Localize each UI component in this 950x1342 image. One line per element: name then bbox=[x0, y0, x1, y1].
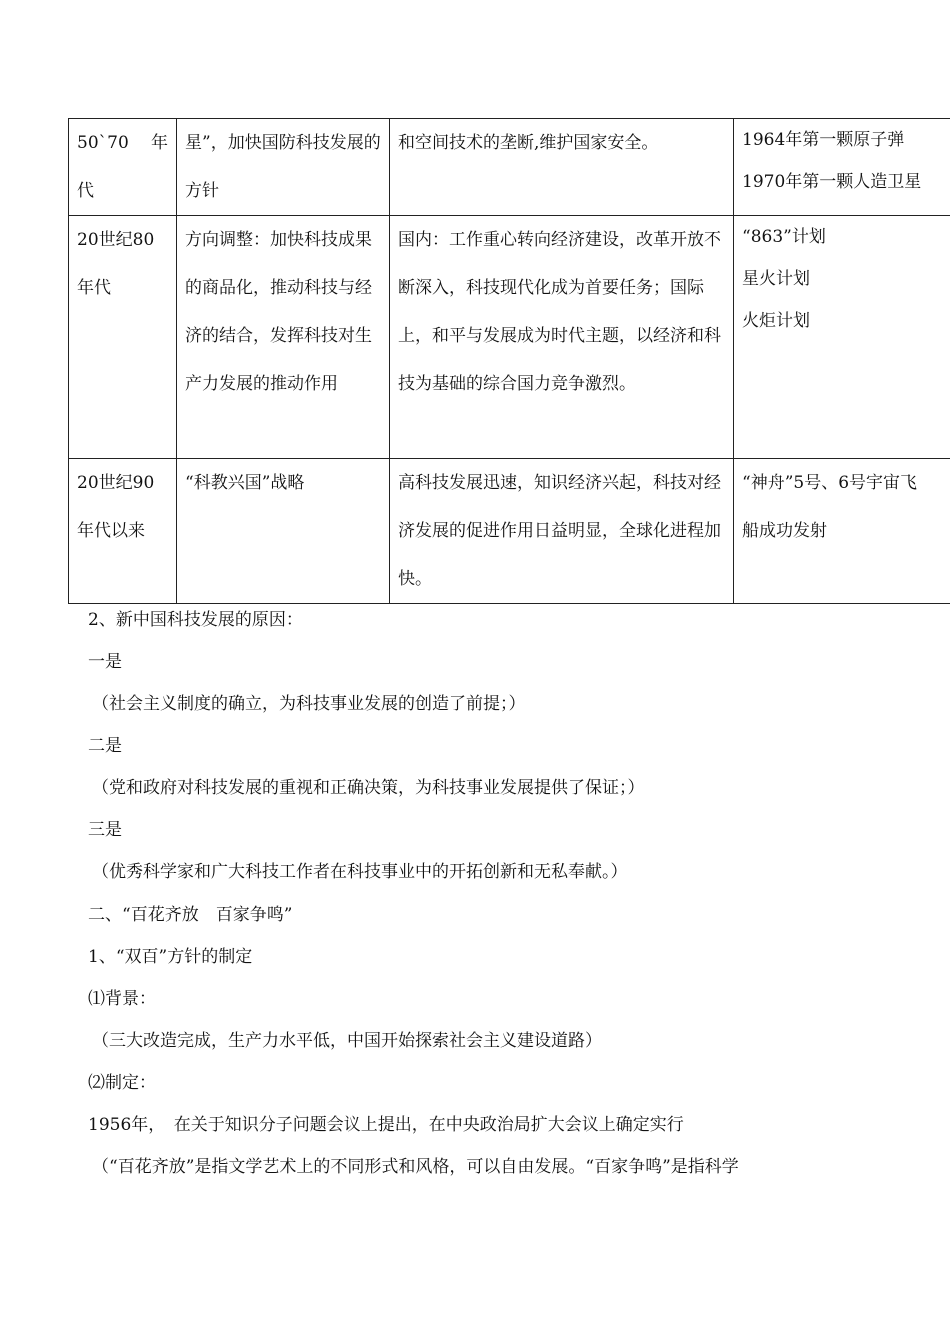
reason3-label: 三是 bbox=[88, 820, 122, 840]
reasons-heading: 2、新中国科技发展的原因： bbox=[88, 610, 303, 630]
formulation-text: 1956年， 在关于知识分子问题会议上提出，在中央政治局扩大会议上确定实行 bbox=[88, 1115, 684, 1135]
background-cell: 和空间技术的垄断,维护国家安全。 bbox=[390, 119, 734, 216]
table-row bbox=[69, 216, 950, 459]
reason3-text: （优秀科学家和广大科技工作者在科技事业中的开拓创新和无私奉献。） bbox=[92, 862, 628, 882]
reason2-text: （党和政府对科技发展的重视和正确决策，为科技事业发展提供了保证；） bbox=[92, 778, 645, 798]
achievement-item: 火炬计划 bbox=[742, 311, 810, 331]
achievements-cell bbox=[734, 216, 950, 459]
background-text: （三大改造完成，生产力水平低，中国开始探索社会主义建设道路） bbox=[92, 1031, 602, 1051]
achievement-item: 1970年第一颗人造卫星 bbox=[742, 172, 922, 192]
policy-cell: 星”，加快国防科技发展的方针 bbox=[177, 119, 390, 216]
policy-cell: 方向调整：加快科技成果的商品化，推动科技与经济的结合，发挥科技对生产力发展的推动作用 bbox=[177, 216, 390, 459]
achievements-cell bbox=[734, 459, 950, 604]
era-cell: 20世纪80年代 bbox=[69, 216, 177, 459]
achievement-item: “863”计划 bbox=[742, 227, 826, 247]
achievement-item: 星火计划 bbox=[742, 269, 810, 289]
background-cell: 高科技发展迅速，知识经济兴起，科技对经济发展的促进作用日益明显，全球化进程加快。 bbox=[390, 459, 734, 604]
science-development-table bbox=[68, 118, 950, 604]
policy-cell: “科教兴国”战略 bbox=[177, 459, 390, 604]
table-row bbox=[69, 119, 950, 216]
achievements-cell bbox=[734, 119, 950, 216]
formulation-label: ⑵制定： bbox=[88, 1073, 156, 1093]
era-years: 50`70 bbox=[77, 133, 129, 153]
achievement-item: 船成功发射 bbox=[742, 521, 827, 541]
reason2-label: 二是 bbox=[88, 736, 122, 756]
subsection1-heading: 1、“双百”方针的制定 bbox=[88, 947, 253, 967]
achievement-item: 1964年第一颗原子弹 bbox=[742, 130, 905, 150]
era-suffix: 代 bbox=[77, 181, 94, 201]
reason1-text: （社会主义制度的确立，为科技事业发展的创造了前提；） bbox=[92, 694, 526, 714]
background-cell: 国内：工作重心转向经济建设，改革开放不断深入，科技现代化成为首要任务；国际上，和平与发展成为时代主题，以经济和科技为基础的综合国力竞争激烈。 bbox=[390, 216, 734, 459]
background-label: ⑴背景： bbox=[88, 989, 156, 1009]
era-cell bbox=[69, 119, 177, 216]
section2-heading: 二、“百花齐放 百家争鸣” bbox=[88, 905, 293, 925]
table-row bbox=[69, 459, 950, 604]
achievement-item: “神舟”5号、6号宇宙飞 bbox=[742, 473, 918, 493]
era-cell: 20世纪90年代以来 bbox=[69, 459, 177, 604]
explanation-text: （“百花齐放”是指文学艺术上的不同形式和风格，可以自由发展。“百家争鸣”是指科学 bbox=[92, 1157, 739, 1177]
reason1-label: 一是 bbox=[88, 652, 122, 672]
era-char: 年 bbox=[151, 133, 168, 153]
